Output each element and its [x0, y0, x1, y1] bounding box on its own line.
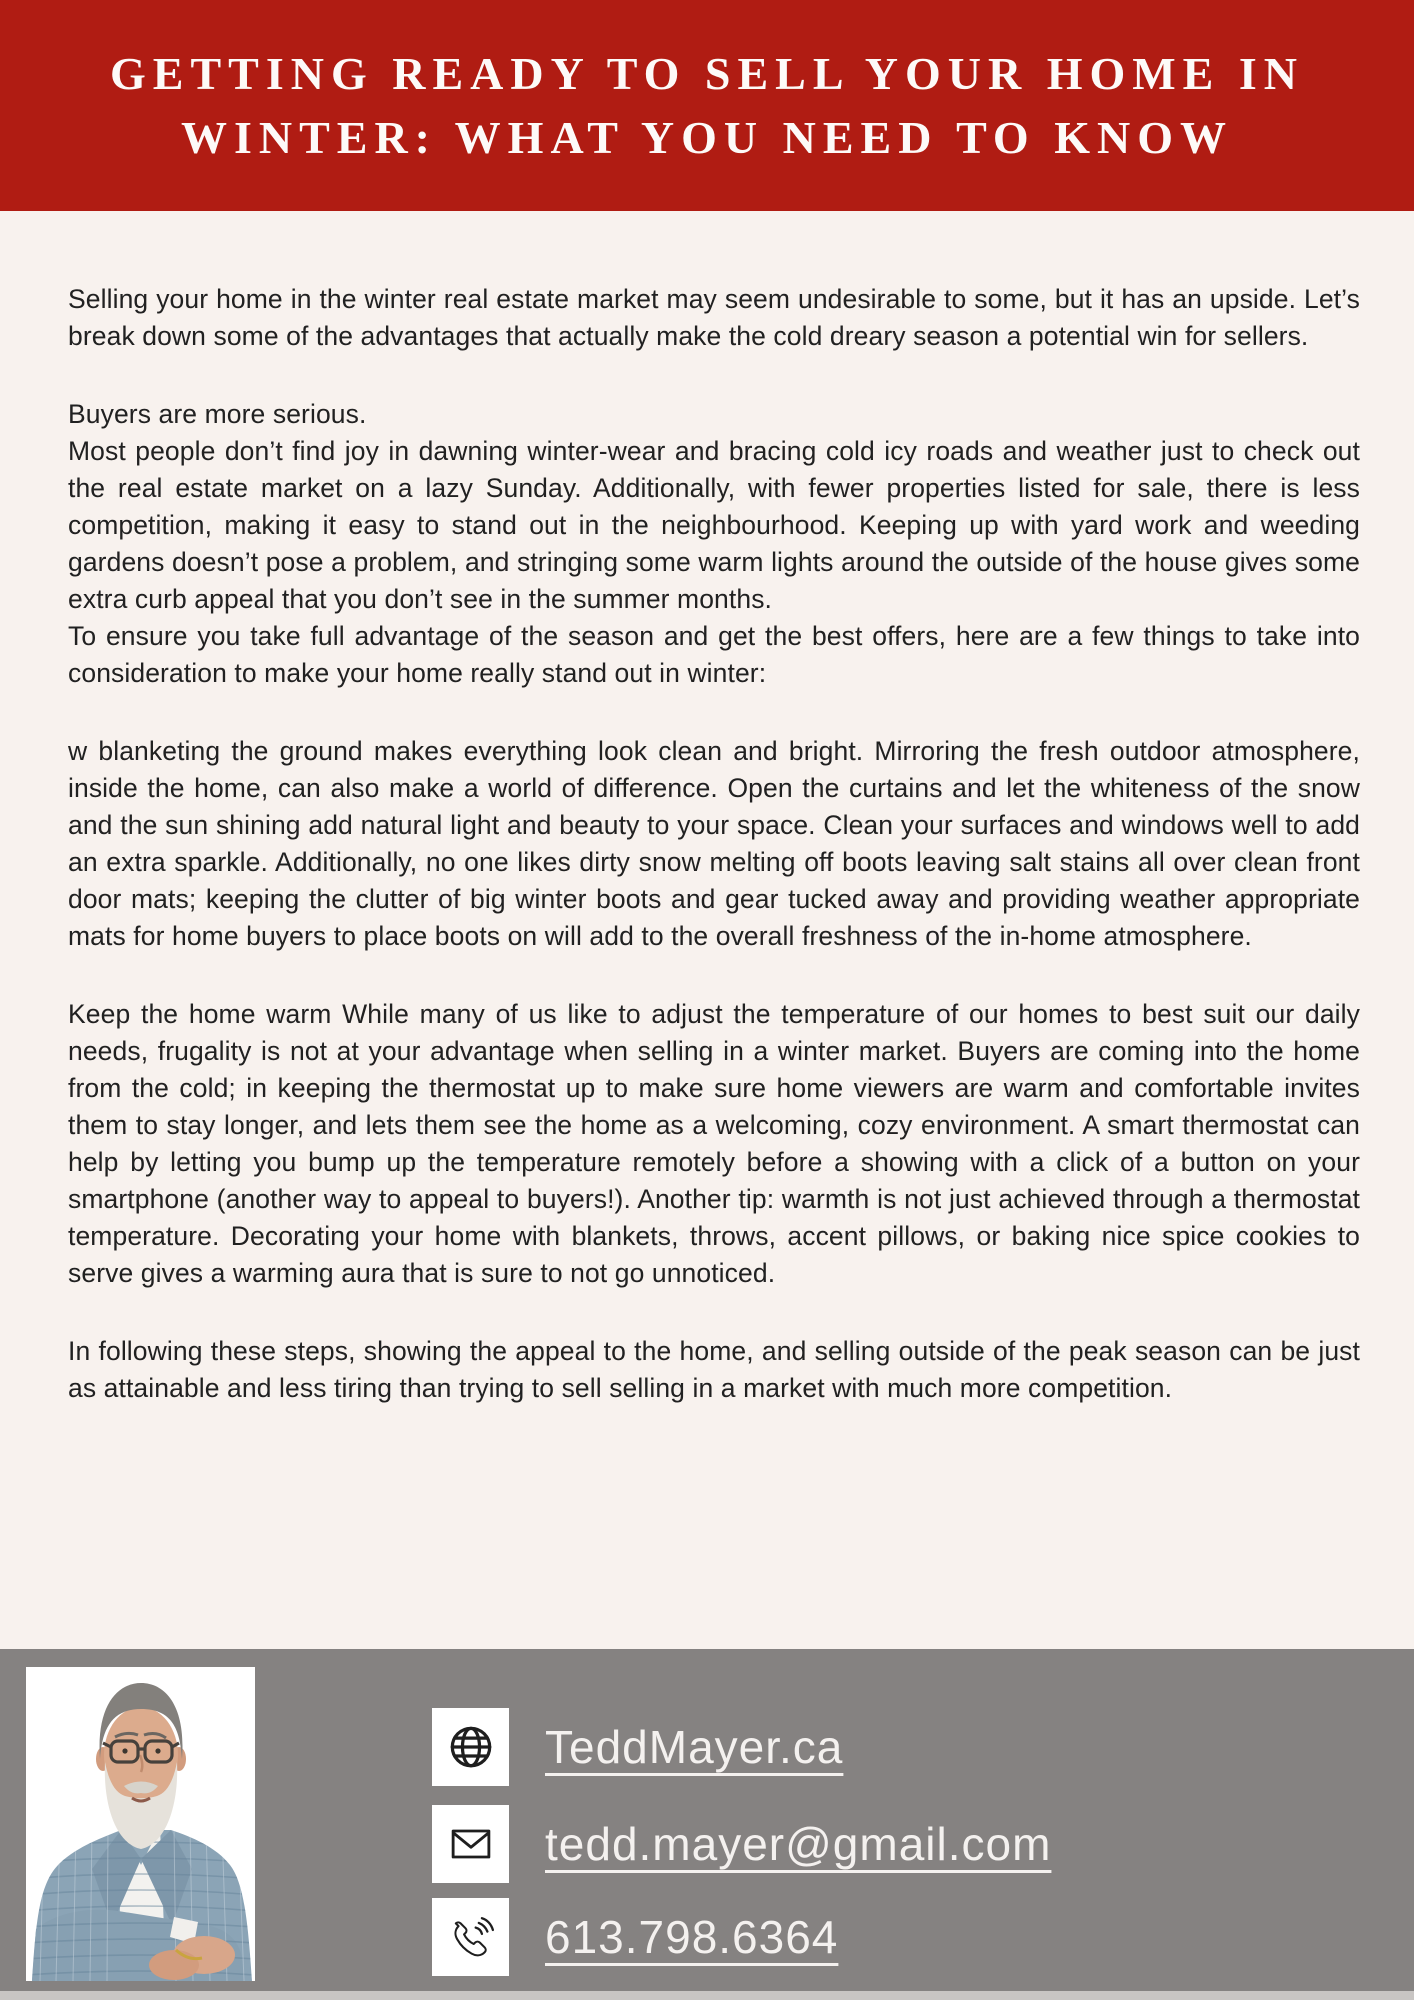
paragraph-intro: Selling your home in the winter real estate market may seem undesirable to some, but it has an upside. Let’s break down some of the advantages that actually make the cold dreary season a potential win for sellers.: [68, 284, 1360, 351]
contact-row-website: [432, 1708, 843, 1786]
paragraph-buyers-body: Most people don’t find joy in dawning winter-wear and bracing cold icy roads and weather just to check out the real estate market on a lazy Sunday. Additionally, with fewer properties listed for sale, there is less competition, making it easy to stand out in the neighbourhood. Keeping up with yard work and weeding gardens doesn’t pose a problem, and stringing some warm lights around the outside of the house gives some extra curb appeal that you don’t see in the summer months.: [68, 436, 1360, 614]
phone-link[interactable]: 613.798.6364: [545, 1911, 839, 1963]
title-line-2: WINTER: WHAT YOU NEED TO KNOW: [180, 111, 1233, 163]
article-body: [0, 211, 1414, 1649]
title-line-1: GETTING READY TO SELL YOUR HOME IN: [110, 47, 1304, 99]
contact-row-email: [432, 1805, 1051, 1883]
footer-bottom-strip: [0, 1991, 1414, 2000]
email-link[interactable]: tedd.mayer@gmail.com: [545, 1818, 1052, 1870]
agent-photo: [26, 1667, 255, 1981]
phone-icon: [432, 1898, 509, 1976]
agent-portrait-illustration: [26, 1667, 255, 1981]
envelope-icon: [432, 1805, 509, 1883]
globe-icon: [432, 1708, 509, 1786]
paragraph-keep-warm: Keep the home warm While many of us like to adjust the temperature of our homes to best suit our daily needs, frugality is not at your advantage when selling in a winter market. Buyers are coming into the home from the cold; in keeping the thermostat up to make sure home viewers are warm and comfortable invites them to stay longer, and lets them see the home as a welcoming, cozy environment. A smart thermostat can help by letting you bump up the temperature remotely before a showing with a click of a button on your smartphone (another way to appeal to buyers!). Another tip: warmth is not just achieved through a thermostat temperature. Decorating your home with blankets, throws, accent pillows, or baking nice spice cookies to serve gives a warming aura that is sure to not go unnoticed.: [68, 999, 1360, 1288]
header-banner: [0, 0, 1414, 211]
page-title: [110, 42, 1304, 170]
paragraph-conclusion: In following these steps, showing the appeal to the home, and selling outside of the peak season can be just as attainable and less tiring than trying to sell selling in a market with much more competition.: [68, 1336, 1360, 1403]
contact-row-phone: [432, 1898, 838, 1976]
paragraph-snow: w blanketing the ground makes everything look clean and bright. Mirroring the fresh outdoor atmosphere, inside the home, can also make a world of difference. Open the curtains and let the whiteness of the snow and the sun shining add natural light and beauty to your space. Clean your surfaces and windows well to add an extra sparkle. Additionally, no one likes dirty snow melting off boots leaving salt stains all over clean front door mats; keeping the clutter of big winter boots and gear tucked away and providing weather appropriate mats for home buyers to place boots on will add to the overall freshness of the in-home atmosphere.: [68, 736, 1360, 951]
paragraph-buyers-lead: Buyers are more serious.: [68, 399, 367, 429]
paragraph-season-tips: To ensure you take full advantage of the season and get the best offers, here are a few things to take into consideration to make your home really stand out in winter:: [68, 621, 1360, 688]
website-link[interactable]: TeddMayer.ca: [545, 1721, 844, 1773]
footer: [0, 1649, 1414, 2000]
